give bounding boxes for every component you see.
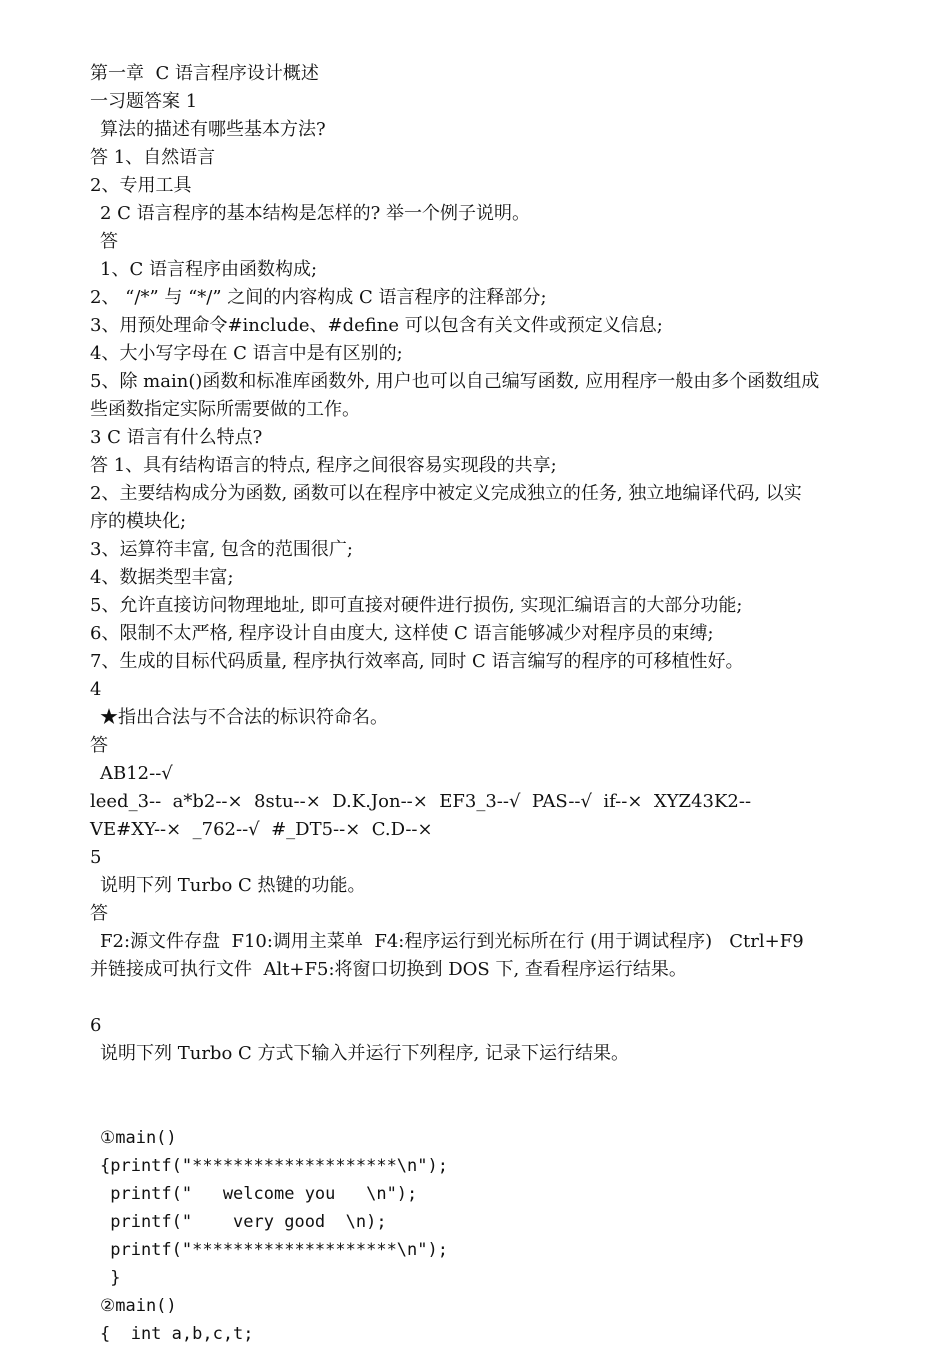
- code-line: printf(" welcome you \n");: [100, 1184, 418, 1204]
- question-2: 2 C 语言程序的基本结构是怎样的? 举一个例子说明。: [100, 203, 531, 224]
- hotkey-line: 并链接成可执行文件 Alt+F5:将窗口切换到 DOS 下, 查看程序运行结果。: [90, 959, 687, 980]
- question-5-number: 5: [90, 847, 102, 868]
- code-line: printf("********************\n");: [100, 1240, 448, 1260]
- question-6: 说明下列 Turbo C 方式下输入并运行下列程序, 记录下运行结果。: [100, 1043, 629, 1064]
- answer-line: 1、C 语言程序由函数构成;: [100, 259, 318, 280]
- question-1: 算法的描述有哪些基本方法?: [100, 119, 326, 140]
- chapter-title: 第一章 C 语言程序设计概述: [90, 63, 319, 84]
- answer-line: 答 1、自然语言: [90, 147, 216, 168]
- answer-line: 5、除 main()函数和标准库函数外, 用户也可以自己编写函数, 应用程序一般由多个函数组成: [90, 371, 820, 392]
- answer-line: 序的模块化;: [90, 511, 187, 532]
- answer-label: 答: [100, 231, 118, 252]
- code-line: printf(" very good \n);: [100, 1212, 387, 1232]
- question-6-number: 6: [90, 1015, 102, 1036]
- identifier-line: VE#XY--× _762--√ #_DT5--× C.D--×: [90, 819, 433, 840]
- hotkey-line: F2:源文件存盘 F10:调用主菜单 F4:程序运行到光标所在行 (用于调试程序) Ctrl+F9: [100, 931, 804, 952]
- answer-line: 6、限制不太严格, 程序设计自由度大, 这样使 C 语言能够减少对程序员的束缚;: [90, 623, 714, 644]
- answer-line: 2、主要结构成分为函数, 函数可以在程序中被定义完成独立的任务, 独立地编译代码, 以实: [90, 483, 802, 504]
- question-3: 3 C 语言有什么特点?: [90, 427, 263, 448]
- answer-line: 答 1、具有结构语言的特点, 程序之间很容易实现段的共享;: [90, 455, 557, 476]
- identifier-line: leed_3-- a*b2--× 8stu--× D.K.Jon--× EF3_3--√ PAS--√ if--× XYZ43K2--: [90, 791, 752, 812]
- section-heading: 一习题答案 1: [90, 91, 198, 112]
- answer-line: 7、生成的目标代码质量, 程序执行效率高, 同时 C 语言编写的程序的可移植性好。: [90, 651, 744, 672]
- code-line: }: [100, 1268, 121, 1288]
- answer-line: 3、用预处理命令#include、#define 可以包含有关文件或预定义信息;: [90, 315, 663, 336]
- code-line: ②main(): [100, 1296, 177, 1316]
- answer-line: 2、专用工具: [90, 175, 192, 196]
- answer-line: 3、运算符丰富, 包含的范围很广;: [90, 539, 353, 560]
- question-4: ★指出合法与不合法的标识符命名。: [100, 707, 388, 728]
- answer-line: 2、 “/*” 与 “*/” 之间的内容构成 C 语言程序的注释部分;: [90, 287, 547, 308]
- answer-label: 答: [90, 903, 108, 924]
- answer-label: 答: [90, 735, 108, 756]
- answer-line: 4、数据类型丰富;: [90, 567, 234, 588]
- code-line: ①main(): [100, 1128, 177, 1148]
- identifier-line: AB12--√: [100, 763, 173, 784]
- question-4-number: 4: [90, 679, 102, 700]
- question-5: 说明下列 Turbo C 热键的功能。: [100, 875, 366, 896]
- code-line: { int a,b,c,t;: [100, 1324, 254, 1344]
- answer-line: 5、允许直接访问物理地址, 即可直接对硬件进行损伤, 实现汇编语言的大部分功能;: [90, 595, 743, 616]
- answer-line: 些函数指定实际所需要做的工作。: [90, 399, 360, 420]
- answer-line: 4、大小写字母在 C 语言中是有区别的;: [90, 343, 403, 364]
- code-line: {printf("********************\n");: [100, 1156, 448, 1176]
